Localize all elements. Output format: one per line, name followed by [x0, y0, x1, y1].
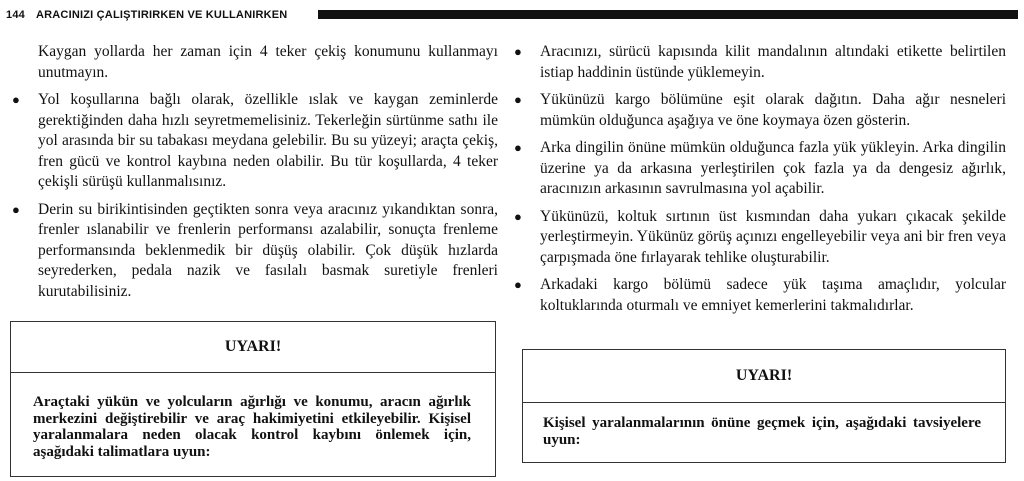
left-bullet-list [10, 90, 498, 302]
list-item [512, 90, 1006, 131]
bullet-icon: ● [514, 277, 522, 292]
warning-text: Araçtaki yükün ve yolcuların ağırlığı ve konumu, aracın ağırlık merkezini değiştirebilir ve araç hakimiyetini etkileyebilir. Kişisel yaralanmalara neden olacak kontrol kaybını önlemek için, aşağıdaki talimatlara uyun: [33, 394, 471, 460]
list-item [512, 275, 1006, 316]
bullet-icon: ● [514, 140, 522, 155]
left-column [10, 42, 498, 309]
warning-box-right [522, 349, 1006, 463]
list-item-text: Arkadaki kargo bölümü sadece yük taşıma amaçlıdır, yolcular koltuklarında oturmalı ve emniyet kemerlerini takmalıdırlar. [540, 276, 1006, 314]
warning-title: UYARI! [11, 322, 495, 373]
list-item [10, 90, 498, 193]
right-bullet-list [512, 42, 1006, 316]
list-item-text: Yükünüzü, koltuk sırtının üst kısmından daha yukarı çıkacak şekilde yerleştirmeyin. Yükünüz görüş açınızı engelleyebilir veya ani bir fren veya çarpışmada öne fırlayarak tehlike oluşturabilir. [540, 207, 1006, 266]
right-column [512, 42, 1006, 323]
warning-text: Kişisel yaralanmalarının önüne geçmek için, aşağıdaki tavsiyelere uyun: [543, 415, 981, 448]
warning-box-left [10, 321, 496, 477]
warning-title: UYARI! [523, 350, 1005, 403]
bullet-icon: ● [514, 44, 522, 59]
list-item [512, 42, 1006, 83]
page-number: 144 [6, 9, 25, 21]
header-rule-bar [318, 10, 1018, 19]
list-item-text: Aracınızı, sürücü kapısında kilit mandalının altındaki etikette belirtilen istiap haddinin üstünde yüklemeyin. [540, 43, 1006, 81]
list-item-text: Arka dingilin önüne mümkün olduğunca fazla yük yükleyin. Arka dingilin üzerine ya da arkasına yerleştirilen çok fazla ya da dengesiz ağırlık, aracınızın arkasının savrulmasına yol açabilir. [540, 139, 1006, 197]
section-title: ARACINIZI ÇALIŞTIRIRKEN VE KULLANIRKEN [36, 9, 288, 21]
bullet-icon: ● [12, 92, 20, 107]
bullet-icon: ● [12, 201, 20, 217]
list-item [512, 138, 1006, 200]
list-item-text: Yükünüzü kargo bölümüne eşit olarak dağıtın. Daha ağır nesneleri mümkün olduğunca aşağıya ve öne koymaya özen gösterin. [540, 91, 1006, 129]
list-item [10, 200, 498, 303]
list-item-text: Yol koşullarına bağlı olarak, özellikle ıslak ve kaygan zeminlerde gerektiğinden daha hızlı seyretmemelisiniz. Tekerleğin sürtünme sathı ile yol arasında bir su tabakası meydana gelebilir. Bu su yüzeyi; araçta çekiş, fren gücü ve kontrol kaybına neden olabilir. Bu tür koşullarda, 4 teker çekişli sürüşü kullanmalısınız. [38, 91, 498, 190]
intro-paragraph: Kaygan yollarda her zaman için 4 teker çekiş konumunu kullanmayı unutmayın. [38, 43, 498, 81]
bullet-icon: ● [514, 92, 522, 107]
page-header [6, 4, 1018, 26]
list-item [512, 207, 1006, 269]
bullet-icon: ● [514, 208, 522, 224]
list-item-text: Derin su birikintisinden geçtikten sonra veya aracınız yıkandıktan sonra, frenler ıslanabilir ve frenlerin performansı azalabilir, sonuçta frenleme performansında beklenmedik bir düşüş olabilir. Çok düşük hızlarda seyrederken, pedala nazik ve fasılalı basmak suretiyle frenleri kurutabilisiniz. [38, 200, 498, 300]
